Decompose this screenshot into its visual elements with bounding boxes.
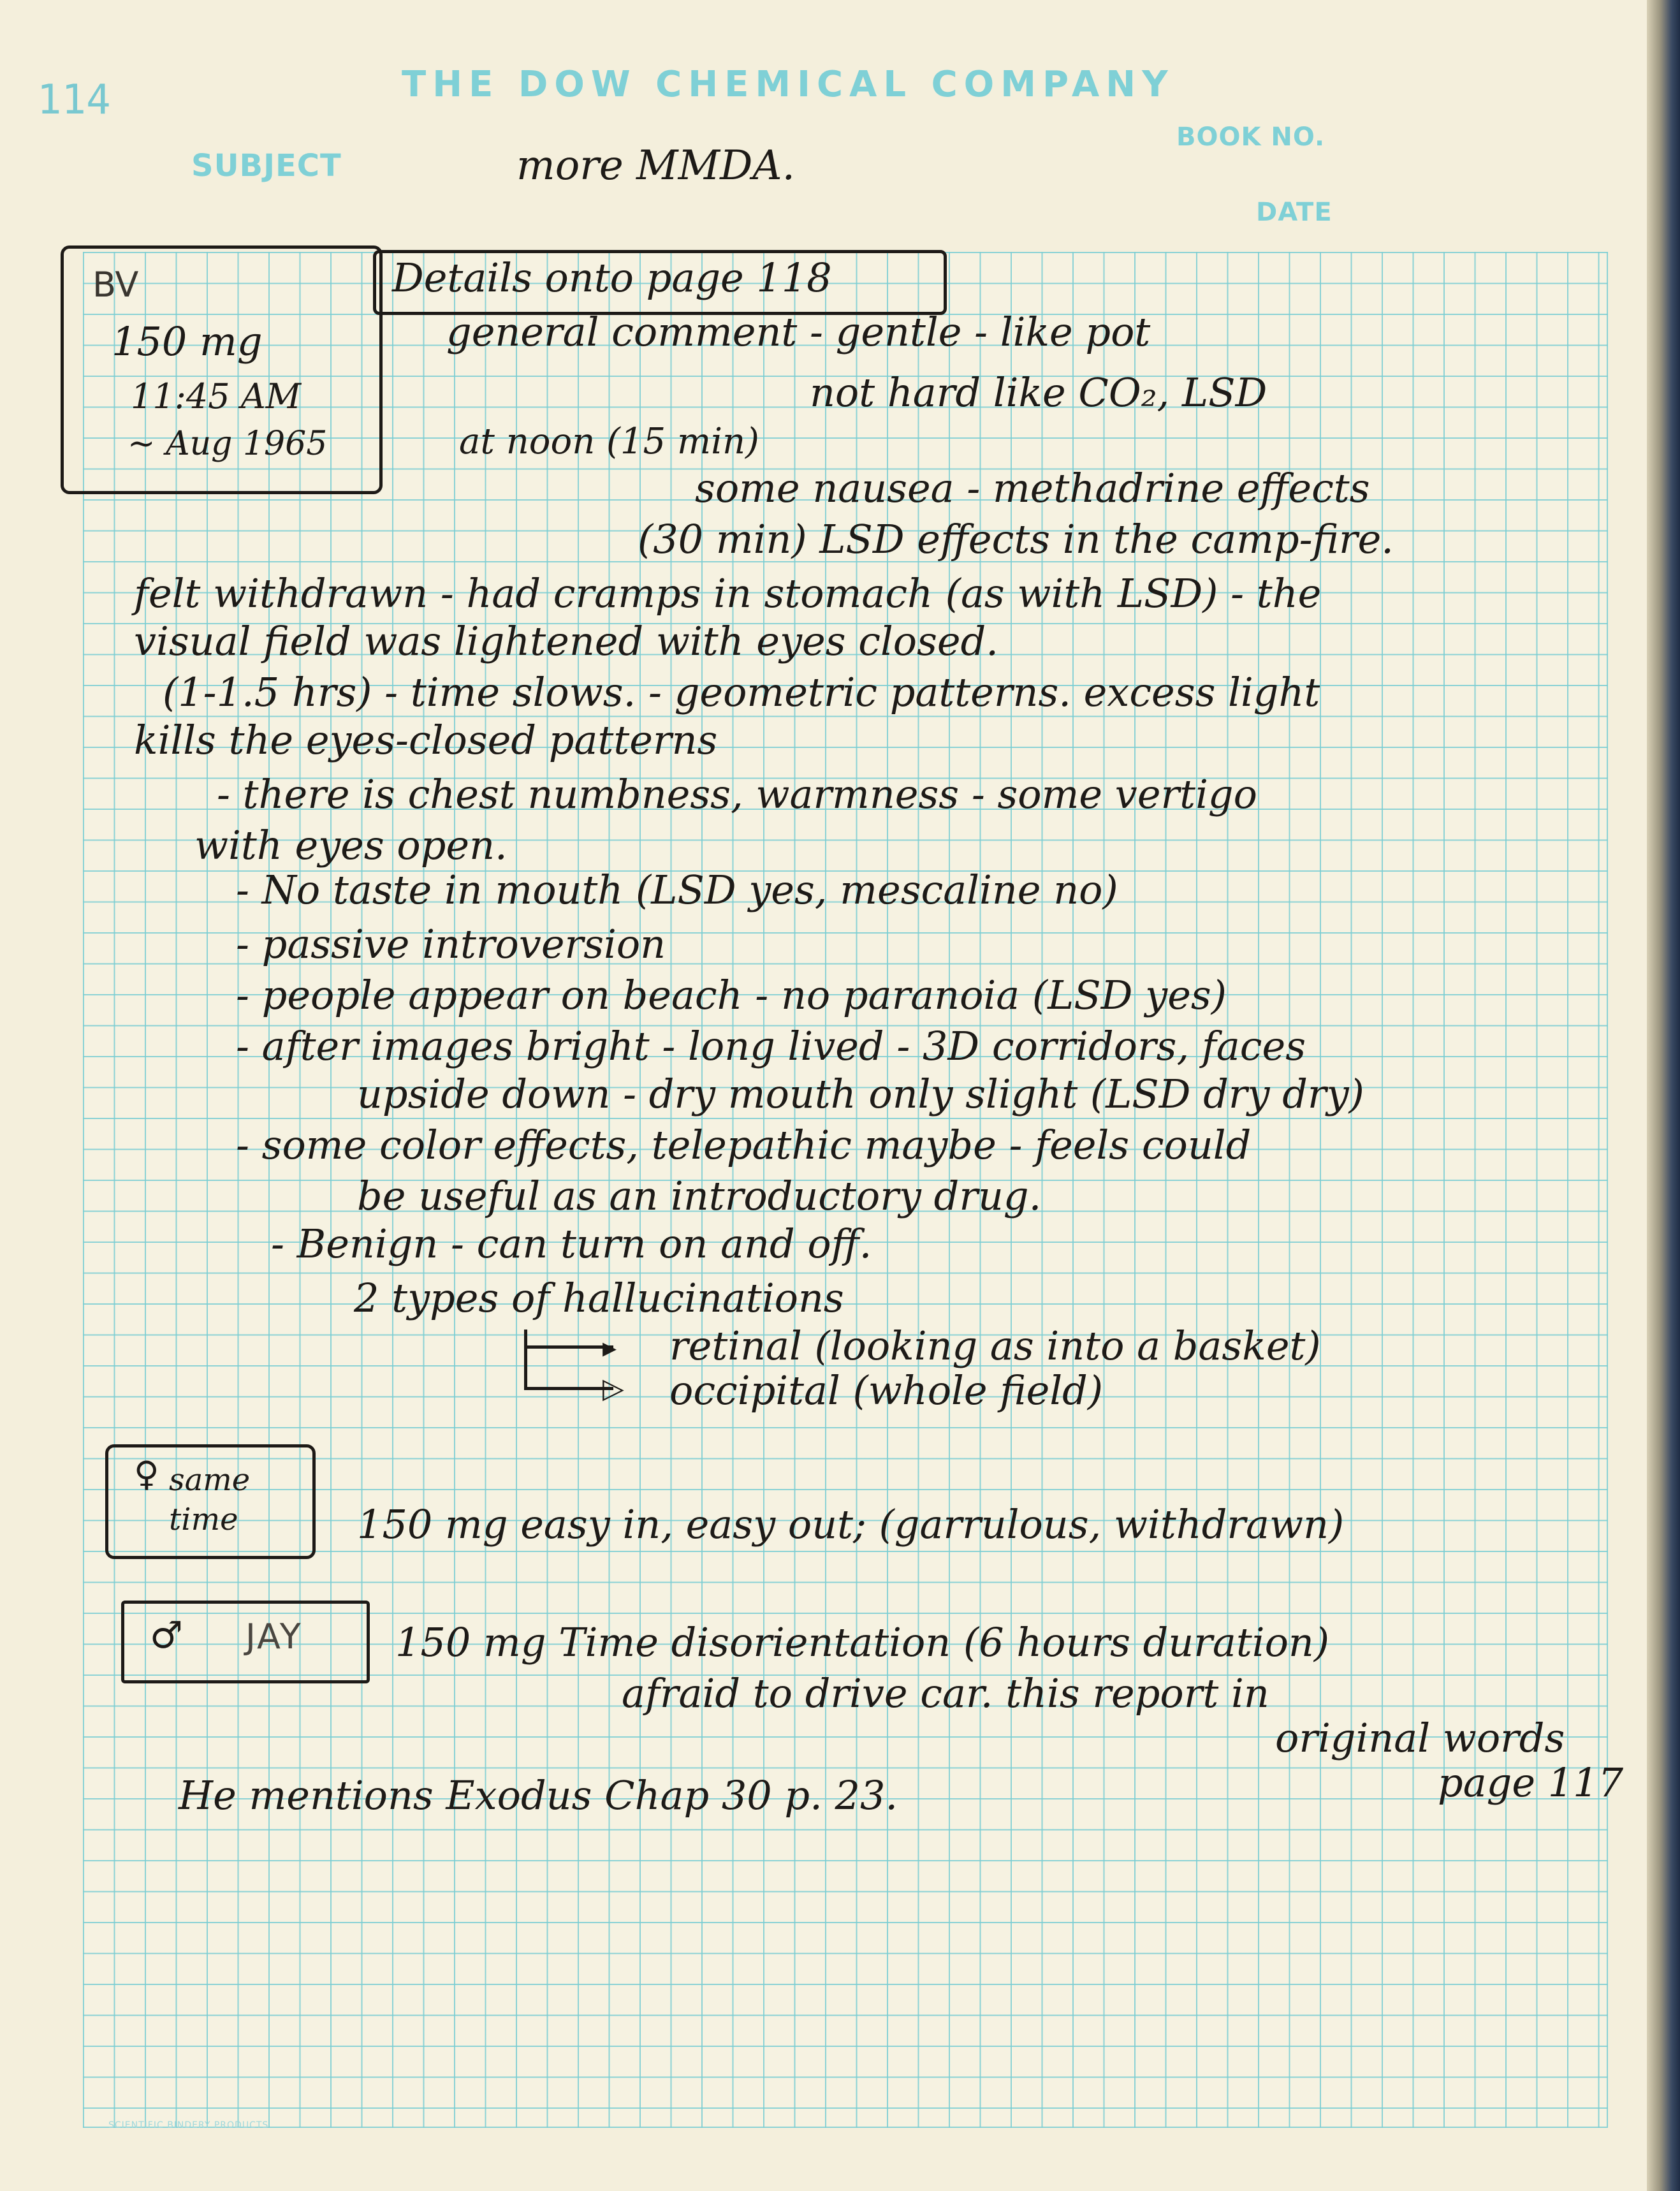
note-line: - some color effects, telepathic maybe - feels could <box>236 1122 1252 1168</box>
subject-label: SUBJECT <box>191 148 342 184</box>
male-entry-line: page 117 <box>1438 1759 1624 1806</box>
subject-date: ~ Aug 1965 <box>128 425 328 463</box>
arrow-right-icon: ▷ <box>603 1372 624 1405</box>
date-label: DATE <box>1256 198 1333 227</box>
details-note: Details onto page 118 <box>392 254 832 301</box>
bindery-footer-mark: SCIENTIFIC BINDERY PRODUCTS <box>108 2120 269 2130</box>
male-entry-line: original words <box>1275 1715 1565 1761</box>
arrow-right-icon: ▸ <box>603 1331 617 1364</box>
note-line: felt withdrawn - had cramps in stomach (as with LSD) - the <box>134 570 1322 617</box>
note-line: upside down - dry mouth only slight (LSD dry dry) <box>357 1071 1364 1117</box>
subject-time: 11:45 AM <box>131 376 302 416</box>
page-number: 114 <box>37 77 111 124</box>
note-line: - there is chest numbness, warmness - some vertigo <box>217 771 1257 817</box>
note-line: - passive introversion <box>236 921 666 967</box>
male-symbol-icon: ♂ <box>150 1613 183 1657</box>
note-line: - after images bright - long lived - 3D corridors, faces <box>236 1023 1306 1069</box>
bracket-line <box>524 1345 613 1349</box>
note-line: with eyes open. <box>194 822 508 868</box>
note-line: not hard like CO₂, LSD <box>810 369 1267 416</box>
note-line: (30 min) LSD effects in the camp-fire. <box>638 516 1394 562</box>
note-line: - Benign - can turn on and off. <box>271 1220 872 1267</box>
notebook-binding <box>1647 0 1680 2191</box>
bracket-line <box>524 1330 527 1390</box>
note-line: be useful as an introductory drug. <box>357 1173 1042 1219</box>
male-subject-name: JAY <box>245 1616 303 1657</box>
note-line: some nausea - methadrine effects <box>695 465 1370 511</box>
note-line: - No taste in mouth (LSD yes, mescaline no) <box>236 867 1118 913</box>
note-line: occipital (whole field) <box>669 1367 1104 1414</box>
note-line: - people appear on beach - no paranoia (LSD yes) <box>236 972 1227 1018</box>
female-entry-text: 150 mg easy in, easy out; (garrulous, withdrawn) <box>357 1501 1345 1548</box>
subject-value: more MMDA. <box>516 142 795 189</box>
male-entry-line: afraid to drive car. this report in <box>622 1670 1269 1717</box>
female-symbol-icon: ♀ <box>134 1454 159 1494</box>
note-line: visual field was lightened with eyes closed. <box>134 618 999 664</box>
subject-code: BV <box>92 265 139 305</box>
book-number-label: BOOK NO. <box>1176 122 1326 152</box>
note-line: general comment - gentle - like pot <box>446 309 1151 355</box>
bracket-line <box>524 1387 613 1390</box>
note-line: at noon (15 min) <box>459 421 759 462</box>
note-line: 2 types of hallucinations <box>354 1275 844 1321</box>
note-line: kills the eyes-closed patterns <box>134 717 718 763</box>
subject-dose: 150 mg <box>112 318 263 365</box>
note-line: (1-1.5 hrs) - time slows. - geometric patterns. excess light <box>163 669 1320 715</box>
note-line: retinal (looking as into a basket) <box>669 1323 1321 1369</box>
female-entry-label: same time <box>169 1462 251 1538</box>
male-entry-text: 150 mg Time disorientation (6 hours duration) <box>395 1619 1330 1666</box>
company-header: THE DOW CHEMICAL COMPANY <box>402 64 1174 105</box>
footnote: He mentions Exodus Chap 30 p. 23. <box>179 1772 898 1819</box>
